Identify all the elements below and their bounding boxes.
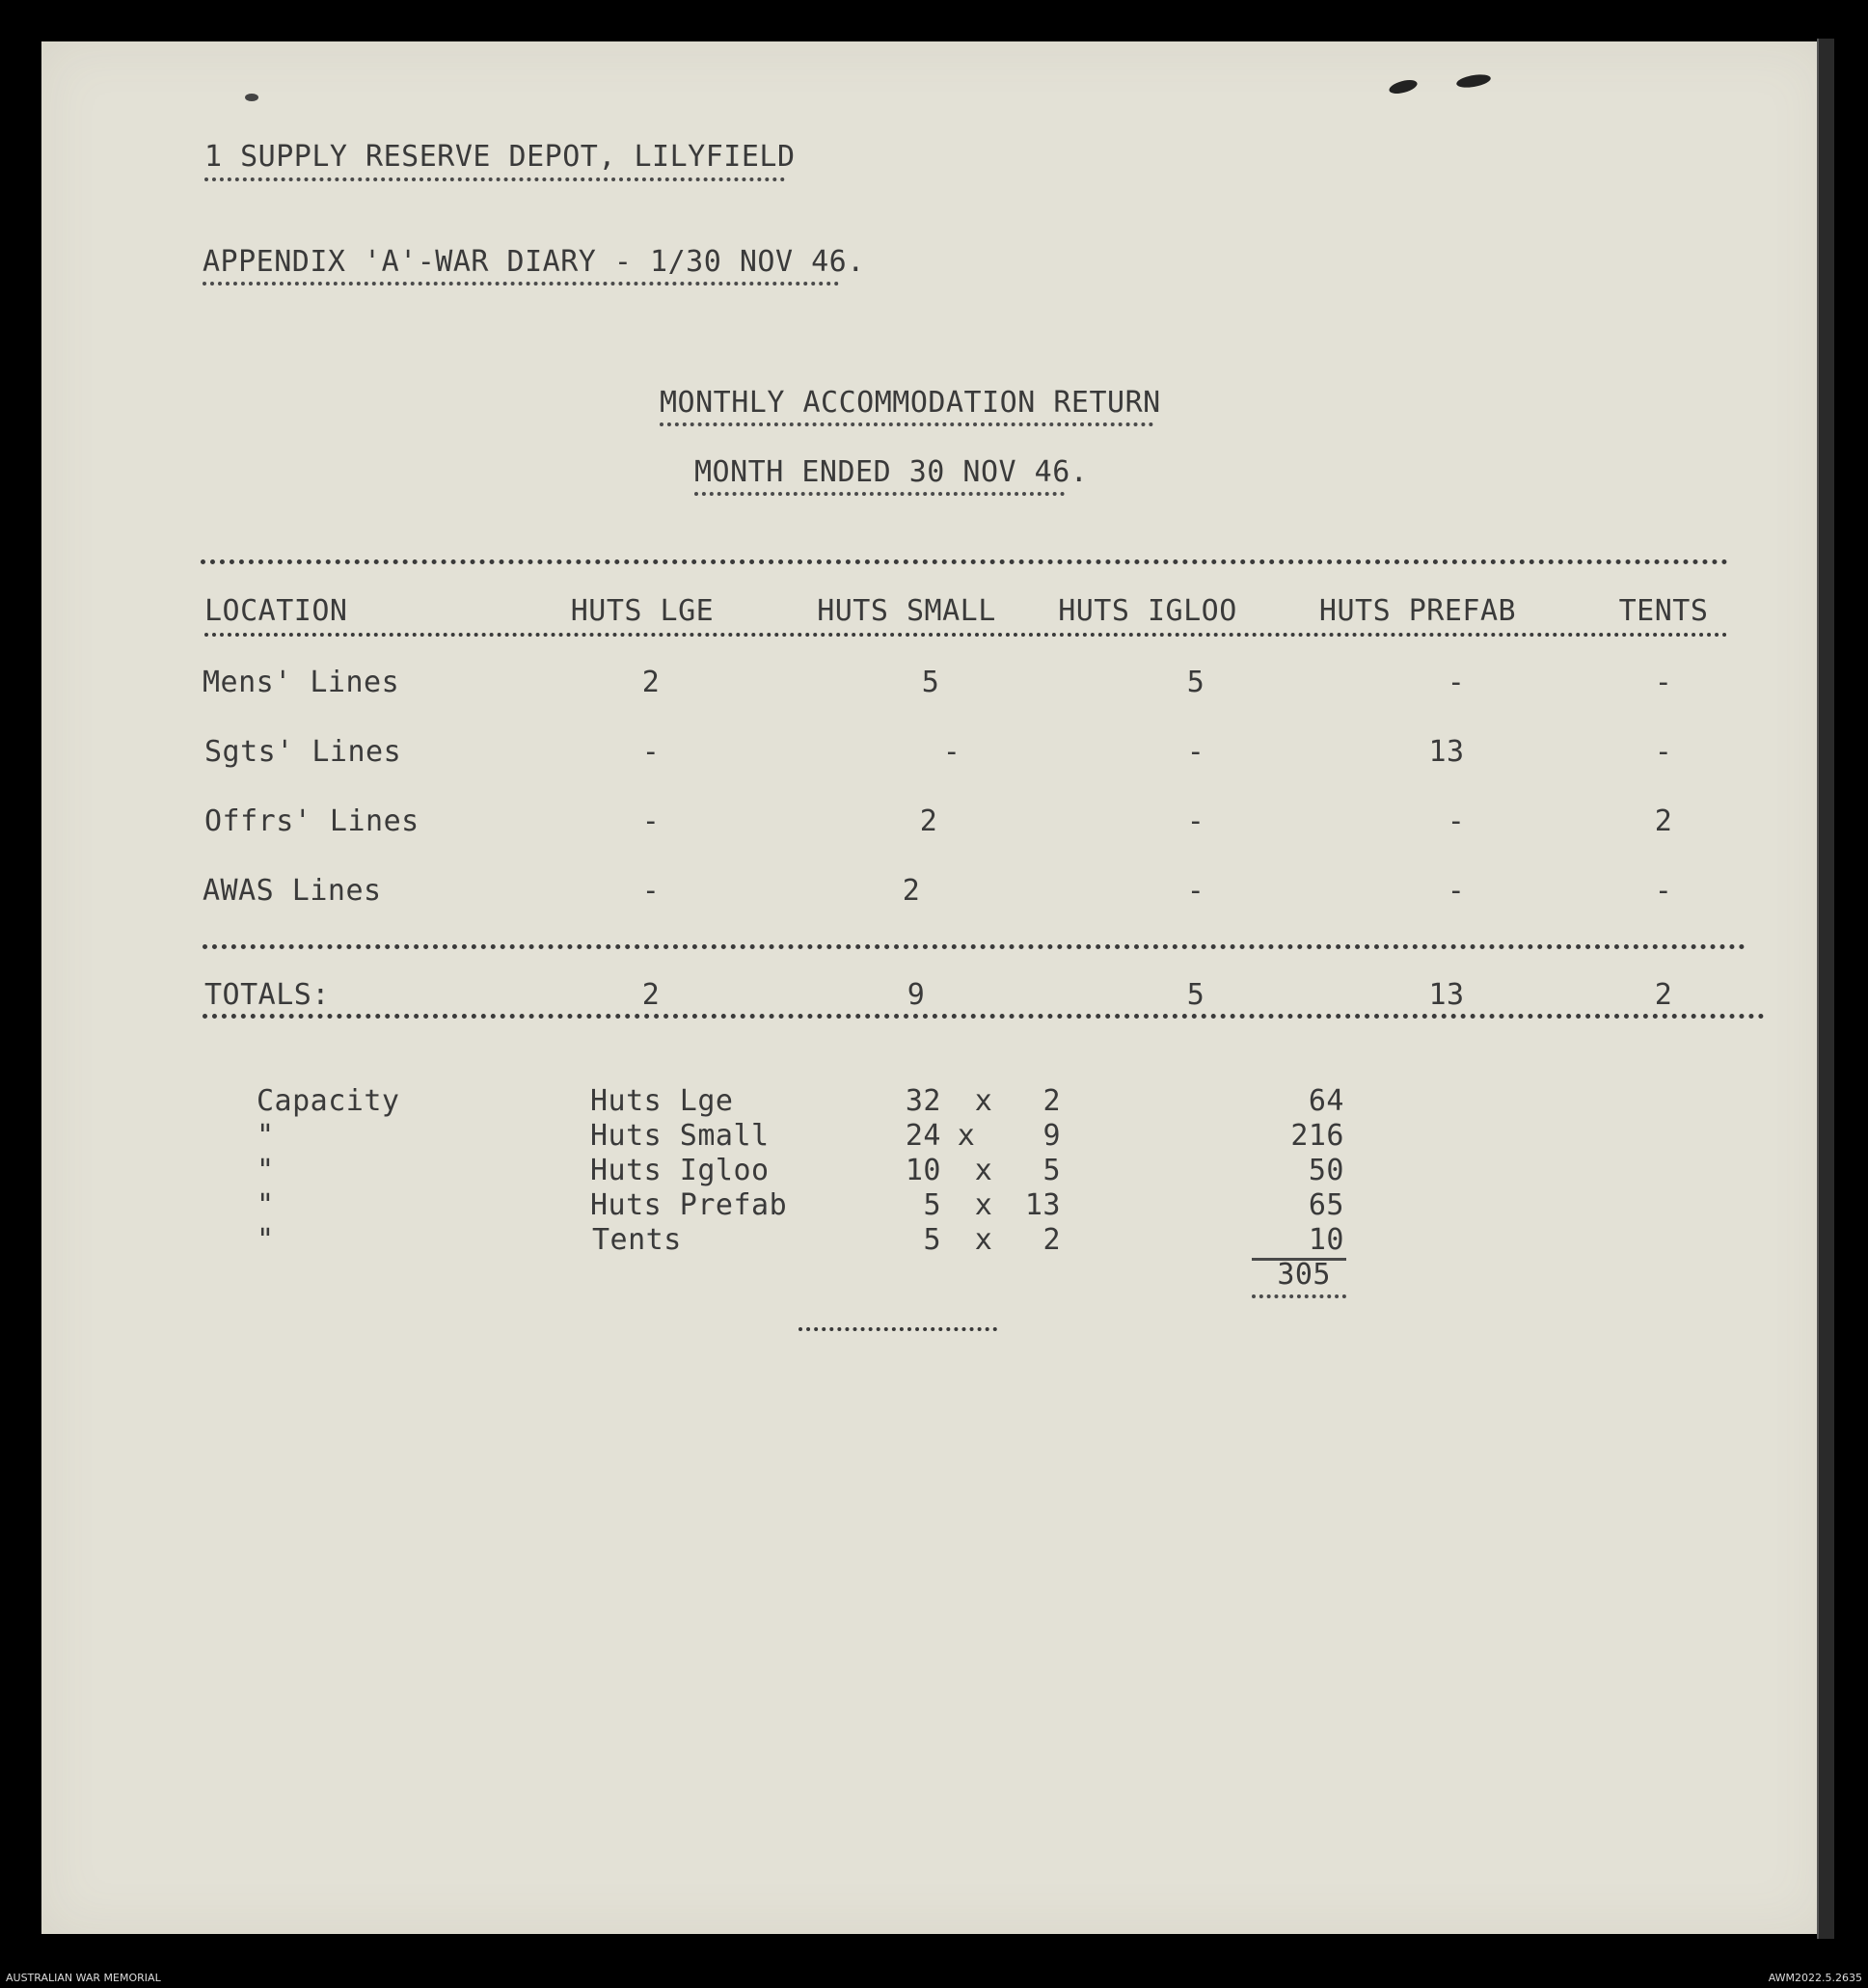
title-underline xyxy=(660,422,1153,426)
cell: - xyxy=(1186,735,1205,769)
header-huts-igloo: HUTS IGLOO xyxy=(1058,594,1237,628)
capacity-type: Tents xyxy=(592,1223,682,1257)
appendix-heading: APPENDIX 'A'-WAR DIARY - 1/30 NOV 46. xyxy=(203,245,865,279)
ink-mark xyxy=(245,94,258,101)
cell: 5 xyxy=(921,666,940,699)
capacity-count: 2 xyxy=(1042,1084,1061,1118)
appendix-underline xyxy=(203,282,839,286)
total-cell: 2 xyxy=(1654,978,1673,1012)
capacity-count: 2 xyxy=(1042,1223,1061,1257)
capacity-count: 5 xyxy=(1042,1154,1061,1187)
capacity-rate: 32 xyxy=(905,1084,941,1118)
header-tents: TENTS xyxy=(1618,594,1709,628)
document-subtitle: MONTH ENDED 30 NOV 46. xyxy=(694,455,1089,489)
capacity-rate: 5 xyxy=(923,1223,941,1257)
cell: - xyxy=(641,874,661,908)
row-label: Offrs' Lines xyxy=(204,804,420,838)
capacity-times: x xyxy=(974,1188,993,1222)
cell: - xyxy=(1654,735,1673,769)
cell: - xyxy=(1186,804,1205,838)
capacity-result: 216 xyxy=(1290,1119,1344,1153)
cell: - xyxy=(1447,804,1466,838)
totals-label: TOTALS: xyxy=(204,978,330,1012)
cell: - xyxy=(1447,874,1466,908)
capacity-type: Huts Prefab xyxy=(590,1188,788,1222)
closing-rule xyxy=(799,1327,997,1331)
capacity-type: Huts Lge xyxy=(590,1084,734,1118)
cell: - xyxy=(1186,874,1205,908)
cell: 2 xyxy=(641,666,661,699)
footer-reference: AWM2022.5.2635 xyxy=(1768,1972,1862,1984)
cell: 2 xyxy=(919,804,938,838)
document-title: MONTHLY ACCOMMODATION RETURN xyxy=(660,386,1161,420)
header-location: LOCATION xyxy=(204,594,348,628)
capacity-times: x xyxy=(974,1084,993,1118)
capacity-rate: 5 xyxy=(923,1188,941,1222)
capacity-times: x xyxy=(974,1154,993,1187)
capacity-count: 9 xyxy=(1042,1119,1061,1153)
footer-institution: AUSTRALIAN WAR MEMORIAL xyxy=(6,1972,161,1984)
capacity-rate: 10 xyxy=(905,1154,941,1187)
cell: 5 xyxy=(1186,666,1205,699)
capacity-count: 13 xyxy=(1024,1188,1061,1222)
cell: - xyxy=(1654,666,1673,699)
row-label: AWAS Lines xyxy=(203,874,382,908)
capacity-total: 305 xyxy=(1277,1258,1331,1292)
header-rule xyxy=(204,633,1728,637)
total-cell: 2 xyxy=(641,978,661,1012)
capacity-times: x xyxy=(957,1119,976,1153)
row-label: Sgts' Lines xyxy=(204,735,402,769)
cell: - xyxy=(1447,666,1466,699)
cell: 13 xyxy=(1428,735,1465,769)
header-huts-prefab: HUTS PREFAB xyxy=(1318,594,1517,628)
header-huts-small: HUTS SMALL xyxy=(817,594,996,628)
capacity-type: Huts Igloo xyxy=(590,1154,770,1187)
totals-top-rule xyxy=(203,944,1746,949)
capacity-label: " xyxy=(257,1188,275,1222)
capacity-result: 10 xyxy=(1308,1223,1344,1257)
capacity-result: 50 xyxy=(1308,1154,1344,1187)
subtitle-underline xyxy=(694,492,1065,496)
cell: - xyxy=(942,735,961,769)
unit-underline xyxy=(204,177,785,181)
capacity-rate: 24 xyxy=(905,1119,941,1153)
total-cell: 13 xyxy=(1428,978,1465,1012)
page-edge xyxy=(1817,39,1834,1939)
capacity-times: x xyxy=(974,1223,993,1257)
capacity-label: " xyxy=(257,1154,275,1187)
header-huts-lge: HUTS LGE xyxy=(570,594,715,628)
cell: 2 xyxy=(902,874,921,908)
cell: - xyxy=(1654,874,1673,908)
cell: - xyxy=(641,735,661,769)
capacity-result: 65 xyxy=(1308,1188,1344,1222)
capacity-type: Huts Small xyxy=(590,1119,770,1153)
capacity-label: " xyxy=(257,1119,275,1153)
capacity-label: " xyxy=(257,1223,275,1257)
row-label: Mens' Lines xyxy=(203,666,400,699)
cell: 2 xyxy=(1654,804,1673,838)
total-underline xyxy=(1252,1294,1346,1298)
capacity-label: Capacity xyxy=(257,1084,400,1118)
total-cell: 9 xyxy=(907,978,926,1012)
table-top-rule xyxy=(201,559,1728,564)
totals-bottom-rule xyxy=(203,1014,1765,1019)
total-cell: 5 xyxy=(1186,978,1205,1012)
cell: - xyxy=(641,804,661,838)
unit-heading: 1 SUPPLY RESERVE DEPOT, LILYFIELD xyxy=(204,140,796,174)
capacity-result: 64 xyxy=(1308,1084,1344,1118)
